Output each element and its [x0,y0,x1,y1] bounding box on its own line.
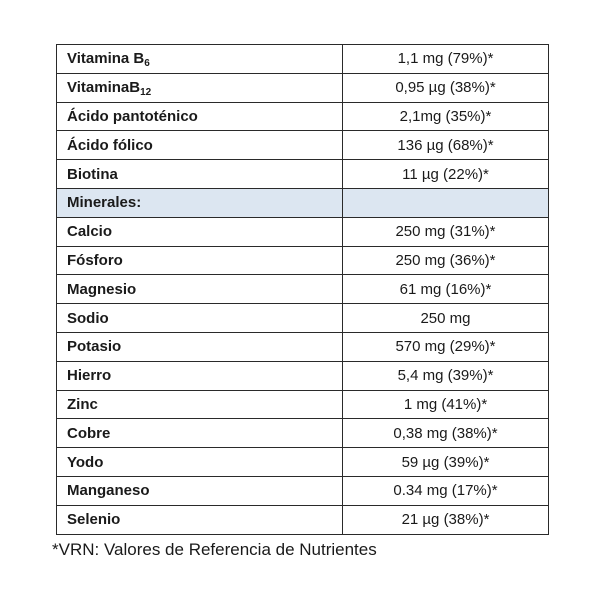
nutrient-name-text: Cobre [67,424,111,442]
nutrient-name [57,131,343,160]
nutrient-name-text: Vitamina B [67,50,145,68]
nutrient-value: 5,4 mg (39%)* [343,361,549,390]
nutrient-name-text: Ácido pantoténico [67,107,198,125]
table-row [57,476,549,505]
table-row [57,304,549,333]
nutrient-name [57,246,343,275]
table-row [57,390,549,419]
nutrient-name [57,505,343,534]
nutrient-name [57,102,343,131]
nutrient-name [57,304,343,333]
nutrient-value: 0,95 µg (38%)* [343,73,549,102]
nutrient-name [57,361,343,390]
nutrient-name-text: Manganeso [67,482,150,500]
table-row [57,73,549,102]
nutrient-value: 136 µg (68%)* [343,131,549,160]
nutrient-name-text: Biotina [67,165,118,183]
table-row [57,160,549,189]
table-row [57,45,549,74]
nutrient-value: 21 µg (38%)* [343,505,549,534]
nutrient-name-text: VitaminaB [67,79,141,97]
table-row [57,275,549,304]
nutrition-table [56,44,549,535]
nutrient-value: 250 mg (36%)* [343,246,549,275]
nutrient-value: 59 µg (39%)* [343,448,549,477]
nutrition-table-body [57,45,549,535]
nutrient-value: 2,1mg (35%)* [343,102,549,131]
table-row [57,246,549,275]
footnote: *VRN: Valores de Referencia de Nutrientes [52,540,377,559]
table-row [57,419,549,448]
nutrient-name-text: Selenio [67,511,121,529]
section-header-row [57,188,549,217]
nutrient-name-text: Yodo [67,453,104,471]
section-title [57,188,343,217]
nutrient-name-text: Magnesio [67,280,137,298]
table-row [57,448,549,477]
nutrient-name-text: Ácido fólico [67,136,153,154]
nutrient-name [57,160,343,189]
nutrient-value: 570 mg (29%)* [343,332,549,361]
nutrient-name [57,419,343,448]
nutrient-name-text: Calcio [67,223,113,241]
nutrient-value: 250 mg [343,304,549,333]
nutrient-value: 61 mg (16%)* [343,275,549,304]
nutrient-value: 1,1 mg (79%)* [343,45,549,74]
section-value-cell [343,188,549,217]
nutrient-value: 250 mg (31%)* [343,217,549,246]
nutrient-name [57,73,343,102]
nutrient-name-text: Sodio [67,309,109,327]
nutrient-value: 1 mg (41%)* [343,390,549,419]
nutrient-value: 11 µg (22%)* [343,160,549,189]
nutrient-name [57,217,343,246]
table-row [57,505,549,534]
nutrient-subscript: 12 [140,87,152,99]
nutrient-value: 0.34 mg (17%)* [343,476,549,505]
nutrient-name-text: Zinc [67,395,98,413]
nutrient-name [57,476,343,505]
nutrient-name-text: Minerales: [67,194,142,212]
nutrient-name-text: Fósforo [67,251,123,269]
table-row [57,332,549,361]
nutrient-name [57,390,343,419]
nutrient-name [57,45,343,74]
nutrient-name [57,332,343,361]
table-row [57,131,549,160]
table-row [57,361,549,390]
table-row [57,102,549,131]
nutrient-name-text: Potasio [67,338,122,356]
nutrient-name [57,275,343,304]
nutrient-name-text: Hierro [67,367,112,385]
nutrient-subscript: 6 [144,58,150,70]
nutrient-name [57,448,343,477]
nutrient-value: 0,38 mg (38%)* [343,419,549,448]
table-row [57,217,549,246]
